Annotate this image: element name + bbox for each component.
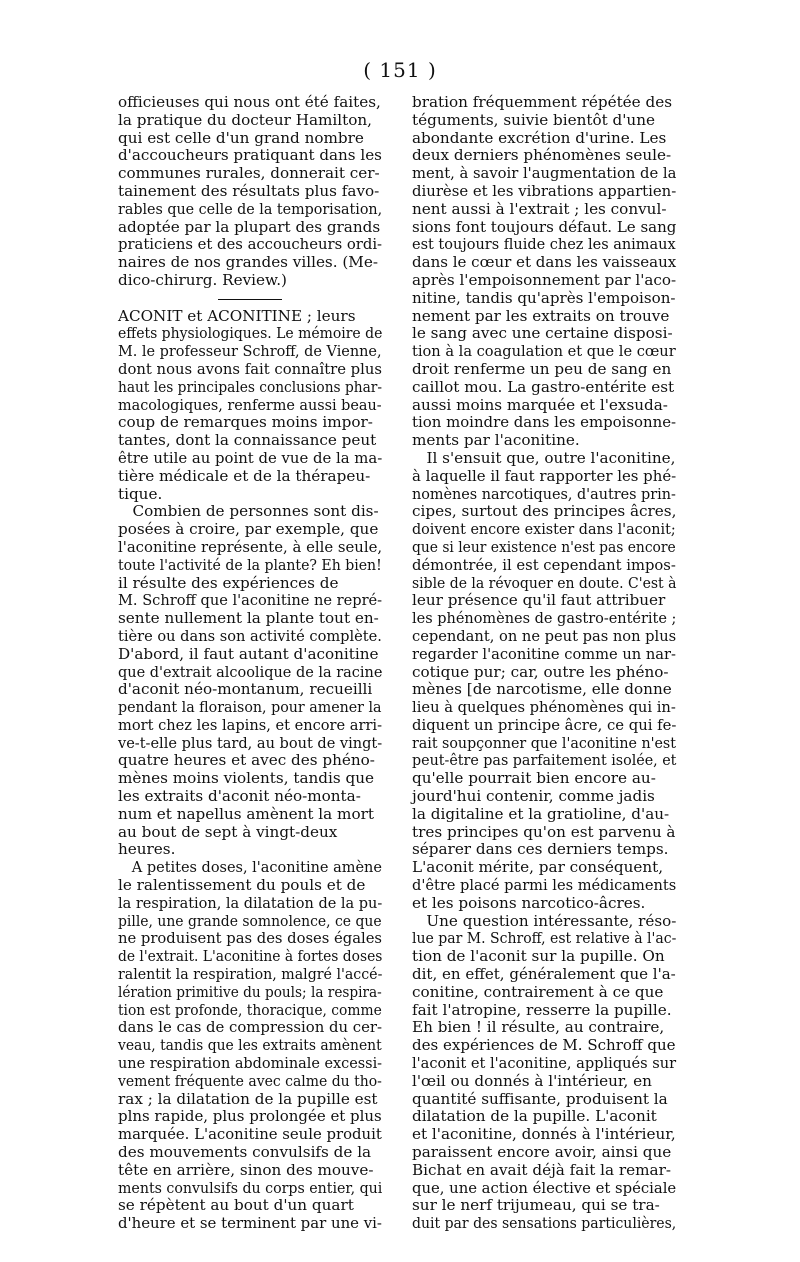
text-line: les extraits d'aconit néo-monta- [118,787,361,806]
text-line: tres principes qu'on est parvenu à [412,822,676,841]
text-line: peut-être pas parfaitement isolée, et [412,751,677,770]
text-line: la pratique du docteur Hamilton, [118,110,372,129]
text-line: sente nullement la plante tout en- [118,609,379,628]
text-line: dico-chirurg. Review.) [118,270,287,289]
text-line: ve-t-elle plus tard, au bout de vingt- [118,733,383,752]
text-line: nitine, tandis qu'après l'empoison- [412,288,676,307]
text-line: sur le nerf trijumeau, qui se tra- [412,1196,660,1215]
text-line: les phénomènes de gastro-entérite ; [412,609,677,628]
text-line: conitine, contrairement à ce que [412,982,664,1001]
text-line: que d'extrait alcoolique de la racine [118,662,383,681]
text-line: d'heure et se terminent par une vi- [118,1214,382,1233]
text-line: doivent encore exister dans l'aconit; [412,520,676,539]
text-line: officieuses qui nous ont été faites, [118,93,381,111]
text-line: bration fréquemment répétée des [412,93,672,111]
text-line: veau, tandis que les extraits amènent [118,1036,382,1055]
text-line: au bout de sept à vingt-deux [118,822,338,841]
text-line: ralentit la respiration, malgré l'accé- [118,965,383,984]
text-line: nement par les extraits on trouve [412,306,670,325]
text-line: cependant, on ne peut pas non plus [412,626,677,645]
text-line: et l'aconitine, donnés à l'intérieur, [412,1125,676,1144]
text-line: des mouvements convulsifs de la [118,1143,372,1162]
text-line: duit par des sensations particulières, [412,1214,677,1233]
text-line: téguments, suivie bientôt d'une [412,110,655,129]
text-line: D'abord, il faut autant d'aconitine [118,644,379,663]
text-line: regarder l'aconitine comme un nar- [412,644,676,663]
text-line: sions font toujours défaut. Le sang [412,217,677,236]
text-line: lue par M. Schroff, est relative à l'ac- [412,929,677,948]
text-line: après l'empoisonnement par l'aco- [412,270,677,289]
text-line: ne produisent pas des doses égales [118,929,382,948]
text-line: praticiens et des accoucheurs ordi- [118,235,383,254]
text-line: paraissent encore avoir, ainsi que [412,1143,672,1162]
text-line: Combien de personnes sont dis- [118,502,379,521]
text-line: lieu à quelques phénomènes qui in- [412,698,676,717]
text-line: se répètent au bout d'un quart [118,1196,354,1215]
left-column [118,94,382,1233]
text-line: cipes, surtout des principes âcres, [412,502,677,521]
text-line: des expériences de M. Schroff que [412,1036,676,1055]
text-line: marquée. L'aconitine seule produit [118,1125,382,1144]
text-line: num et napellus amènent la mort [118,804,374,823]
text-line: dit, en effet, généralement que l'a- [412,965,676,984]
text-line: fait l'atropine, resserre la pupille. [412,1000,672,1019]
text-line: la respiration, la dilatation de la pu- [118,893,383,912]
text-line: de l'extrait. L'aconitine à fortes doses [118,947,383,966]
text-line: leur présence qu'il faut attribuer [412,591,666,610]
text-line: et les poisons narcotico-âcres. [412,893,646,912]
text-line: l'œil ou donnés à l'intérieur, en [412,1071,652,1090]
text-line: toute l'activité de la plante? Eh bien! [118,555,382,574]
text-line: nomènes narcotiques, d'autres prin- [412,484,676,503]
text-line: à laquelle il faut rapporter les phé- [412,466,677,485]
text-line: tière médicale et de la thérapeu- [118,466,371,485]
text-line: macologiques, renferme aussi beau- [118,395,382,414]
text-line: diurèse et les vibrations appartien- [412,181,677,200]
text-line: dans le cœur et dans les vaisseaux [412,253,677,272]
text-line: deux derniers phénomènes seule- [412,146,672,165]
text-line: ments par l'aconitine. [412,431,580,450]
text-line: dilatation de la pupille. L'aconit [412,1107,657,1126]
text-line: vement fréquente avec calme du tho- [118,1071,382,1090]
text-line: Une question intéressante, réso- [412,911,677,930]
text-line: diquent un principe âcre, ce qui fe- [412,715,677,734]
text-line: tantes, dont la connaissance peut [118,431,377,450]
text-line: tion est profonde, thoracique, comme [118,1000,382,1019]
text-line: tête en arrière, sinon des mouve- [118,1160,374,1179]
text-line: pille, une grande somnolence, ce que [118,911,382,930]
text-line: séparer dans ces derniers temps. [412,840,669,859]
text-line: M. Schroff que l'aconitine ne repré- [118,591,383,610]
text-line: dont nous avons fait connaître plus [118,359,383,378]
text-line: tière ou dans son activité complète. [118,626,382,645]
text-line: aussi moins marquée et l'exsuda- [412,395,668,414]
text-line: l'aconit et l'aconitine, appliqués sur [412,1054,677,1073]
text-line: cotique pur; car, outre les phéno- [412,662,669,681]
text-line: haut les principales conclusions phar- [118,377,382,396]
text-line: qu'elle pourrait bien encore au- [412,769,656,788]
text-line: rait soupçonner que l'aconitine n'est [412,733,676,752]
text-line: tainement des résultats plus favo- [118,181,380,200]
text-line: Bichat en avait déjà fait la remar- [412,1160,671,1179]
text-line: mort chez les lapins, et encore arri- [118,715,383,734]
text-line: d'accoucheurs pratiquant dans les [118,146,382,165]
text-line: A petites doses, l'aconitine amène [118,858,382,877]
text-line: la digitaline et la gratioline, d'au- [412,804,670,823]
text-line: ment, à savoir l'augmentation de la [412,164,677,183]
text-line: une respiration abdominale excessi- [118,1054,383,1073]
text-line: coup de remarques moins impor- [118,413,373,432]
text-line: ments convulsifs du corps entier, qui [118,1178,383,1197]
text-line: démontrée, il est cependant impos- [412,555,676,574]
text-line: il résulte des expériences de [118,573,339,592]
text-line: lération primitive du pouls; la respira- [118,982,382,1001]
text-line: rax ; la dilatation de la pupille est [118,1089,378,1108]
text-line: rables que celle de la temporisation, [118,199,383,218]
text-line: ACONIT et ACONITINE ; leurs [118,306,356,325]
text-line: tion moindre dans les empoisonne- [412,413,677,432]
text-line: l'aconitine représente, à elle seule, [118,537,383,556]
text-line: mènes [de narcotisme, elle donne [412,680,672,699]
text-line: Il s'ensuit que, outre l'aconitine, [412,448,676,467]
text-line: Eh bien ! il résulte, au contraire, [412,1018,665,1037]
text-line: naires de nos grandes villes. (Me- [118,253,378,272]
text-line: jourd'hui contenir, comme jadis [412,787,655,806]
text-line: communes rurales, donnerait cer- [118,164,380,183]
text-line: être utile au point de vue de la ma- [118,448,383,467]
text-line: heures. [118,840,176,859]
text-line: L'aconit mérite, par conséquent, [412,858,664,877]
text-line: pendant la floraison, pour amener la [118,698,382,717]
text-line: que, une action élective et spéciale [412,1178,677,1197]
text-line: posées à croire, par exemple, que [118,520,379,539]
text-line: tion à la coagulation et que le cœur [412,342,676,361]
text-line: est toujours fluide chez les animaux [412,235,676,254]
text-line: quantité suffisante, produisent la [412,1089,668,1108]
text-line: dans le cas de compression du cer- [118,1018,383,1037]
text-line: tique. [118,484,163,503]
text-line: d'aconit néo-montanum, recueilli [118,680,373,699]
text-line: nent aussi à l'extrait ; les convul- [412,199,667,218]
text-line: abondante excrétion d'urine. Les [412,128,667,147]
text-line: M. le professeur Schroff, de Vienne, [118,342,382,361]
text-line: quatre heures et avec des phéno- [118,751,375,770]
section-divider [118,290,382,308]
text-line: le sang avec une certaine disposi- [412,324,673,343]
text-line: que si leur existence n'est pas encore [412,537,676,556]
text-line: tion de l'aconit sur la pupille. On [412,947,665,966]
page-number: ( 151 ) [363,58,437,82]
text-line: caillot mou. La gastro-entérite est [412,377,675,396]
text-line: sible de la révoquer en doute. C'est à [412,573,677,592]
text-line: effets physiologiques. Le mémoire de [118,324,383,343]
right-column [412,94,676,1233]
text-line: droit renferme un peu de sang en [412,359,672,378]
text-line: plns rapide, plus prolongée et plus [118,1107,382,1126]
text-line: qui est celle d'un grand nombre [118,128,364,147]
text-line: mènes moins violents, tandis que [118,769,374,788]
text-line: d'être placé parmi les médicaments [412,876,677,895]
text-line: le ralentissement du pouls et de [118,876,366,895]
text-line: adoptée par la plupart des grands [118,217,381,236]
